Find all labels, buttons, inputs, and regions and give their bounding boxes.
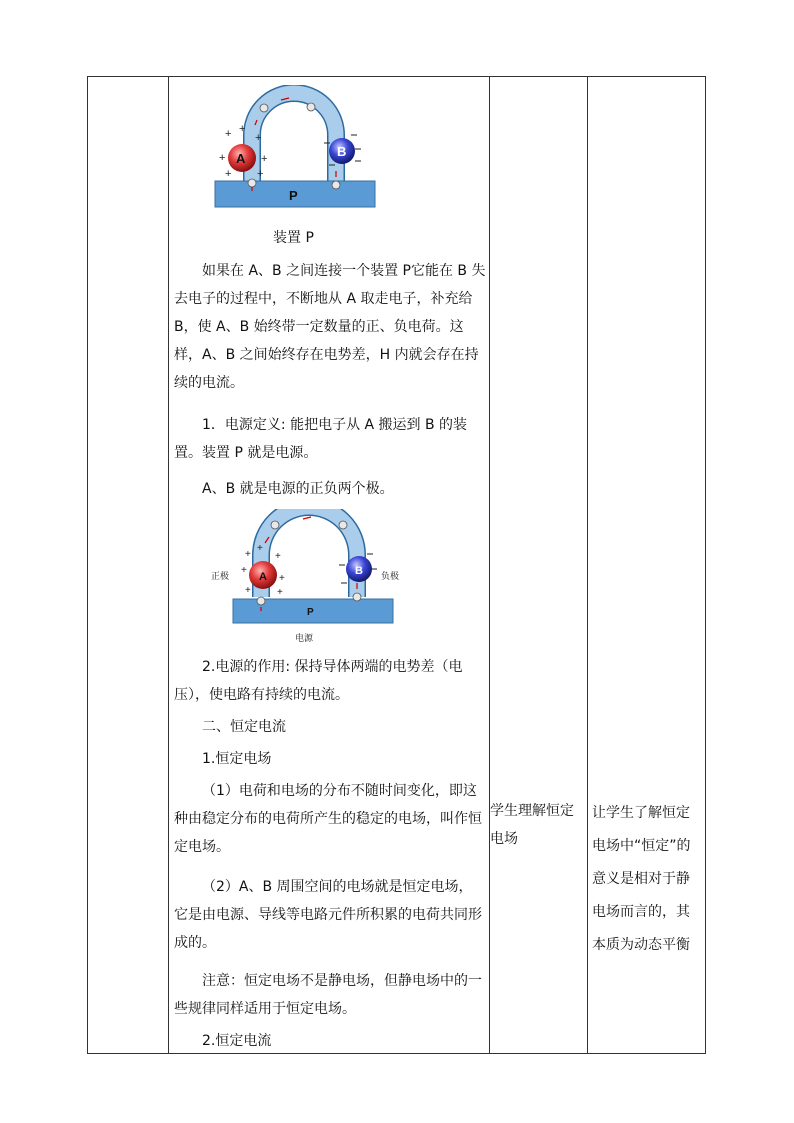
power-source-role: 2.电源的作用: 保持导体两端的电势差（电压），使电路有持续的电流。 xyxy=(174,659,463,703)
svg-text:+: + xyxy=(245,549,251,560)
svg-text:+: + xyxy=(225,128,232,140)
column-divider xyxy=(489,77,490,1053)
label-a: A xyxy=(259,571,267,583)
negative-pole-label: 负极 xyxy=(381,571,400,581)
section-heading-steady-current: 二、恒定电流 xyxy=(202,719,286,735)
note: 注意：恒定电场不是静电场，但静电场中的一些规律同样适用于恒定电场。 xyxy=(174,973,482,1017)
content-column xyxy=(169,77,489,1053)
svg-text:+: + xyxy=(261,153,268,165)
svg-text:+: + xyxy=(245,585,251,596)
svg-text:+: + xyxy=(255,132,262,144)
svg-text:+: + xyxy=(279,573,285,584)
label-b: B xyxy=(355,565,363,577)
lesson-table xyxy=(87,76,706,1054)
subheading-steady-field: 1.恒定电场 xyxy=(202,751,272,767)
positive-pole-label: 正极 xyxy=(211,571,230,581)
svg-text:+: + xyxy=(257,168,264,180)
svg-text:+: + xyxy=(239,123,246,135)
svg-text:+: + xyxy=(241,565,247,576)
device-p-caption: 装置 P xyxy=(273,230,314,246)
paragraph-device: 如果在 A、B 之间连接一个装置 P它能在 B 失去电子的过程中，不断地从 A 取走电子，补充给 B，使 A、B 始终带一定数量的正、负电荷。这样，A、B 之间始终存在电势差，H 内就会存在持续的电流。 xyxy=(174,263,486,391)
item-1: （1）电荷和电场的分布不随时间变化，即这种由稳定分布的电荷所产生的稳定的电场，叫作恒定电场。 xyxy=(174,783,482,855)
subheading-steady-current: 2.恒定电流 xyxy=(202,1033,272,1049)
svg-text:+: + xyxy=(275,551,281,562)
svg-text:+: + xyxy=(257,543,263,554)
item-2: （2）A、B 周围空间的电场就是恒定电场，它是由电源、导线等电路元件所积累的电荷共同形成的。 xyxy=(174,879,482,951)
label-p: P xyxy=(307,607,314,618)
design-intent: 让学生了解恒定电场中“恒定”的意义是相对于静电场而言的，其本质为动态平衡 xyxy=(592,805,691,953)
power-source-diagram xyxy=(205,509,415,645)
label-p: P xyxy=(289,188,298,203)
power-source-definition: 1．电源定义: 能把电子从 A 搬运到 B 的装置。装置 P 就是电源。 xyxy=(174,417,468,461)
power-source-caption: 电源 xyxy=(295,633,314,643)
student-activity: 学生理解恒定电场 xyxy=(490,803,574,847)
poles-statement: A、B 就是电源的正负两个极。 xyxy=(202,481,394,497)
column-divider xyxy=(587,77,588,1053)
svg-text:+: + xyxy=(219,152,226,164)
svg-text:+: + xyxy=(277,587,283,598)
device-p-diagram xyxy=(209,85,379,217)
svg-text:+: + xyxy=(225,168,232,180)
label-b: B xyxy=(337,144,347,159)
label-a: A xyxy=(236,151,246,166)
